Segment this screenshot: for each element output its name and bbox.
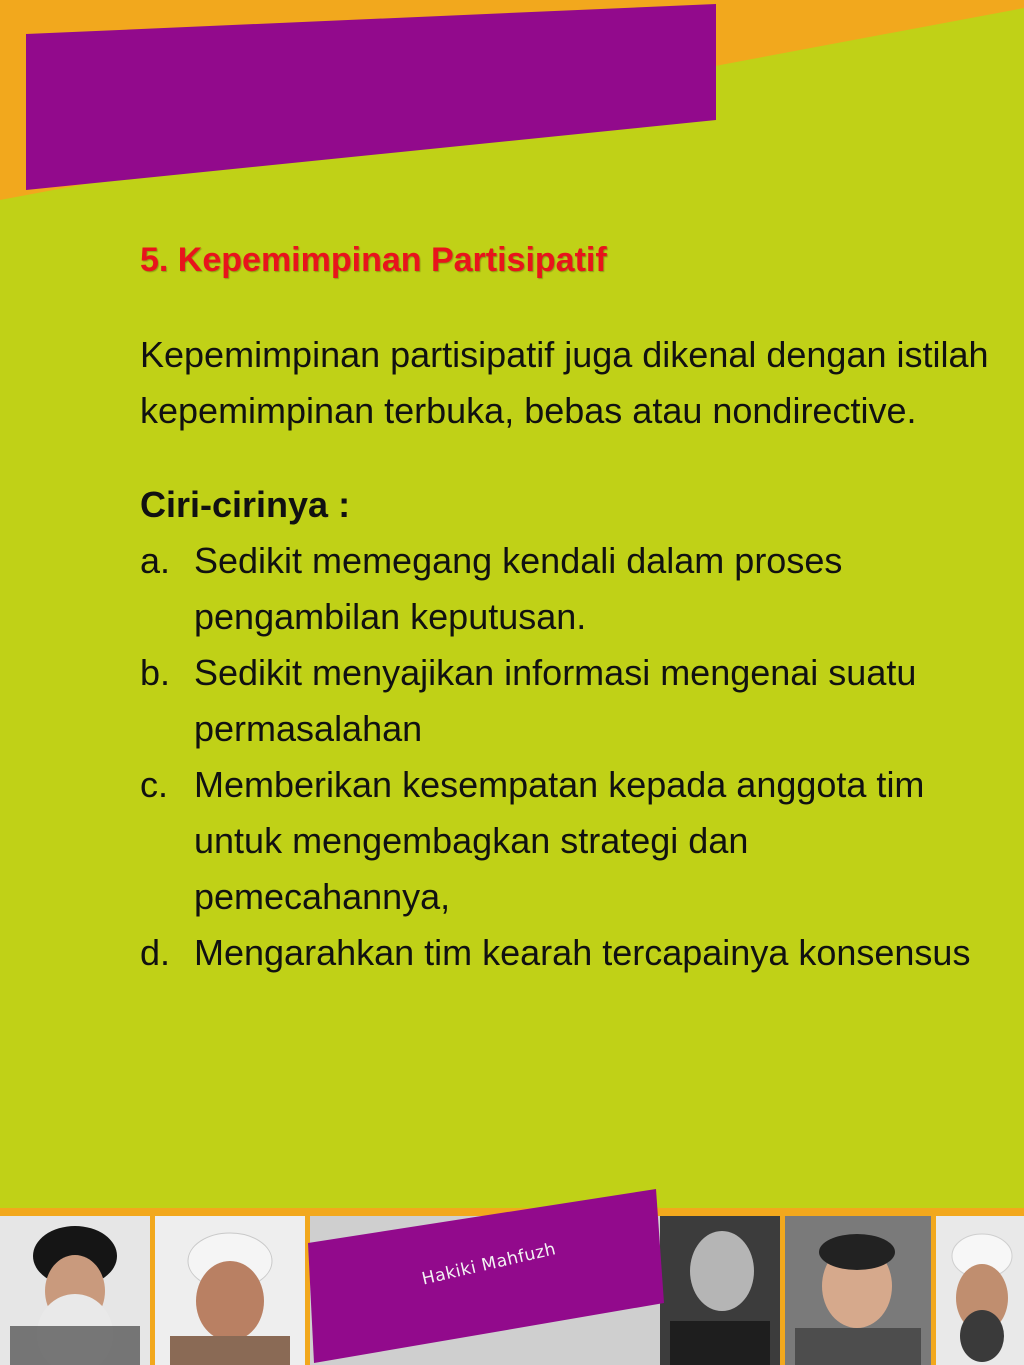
list-marker: d. xyxy=(140,931,171,973)
portrait-photo-6 xyxy=(936,1216,1024,1365)
characteristics-list xyxy=(140,533,1000,981)
portrait-photo-4 xyxy=(660,1216,780,1365)
portrait-photo-1 xyxy=(0,1216,150,1365)
header-decoration xyxy=(0,0,1024,200)
list-item xyxy=(140,533,1000,645)
list-marker: c. xyxy=(140,763,169,805)
list-marker: a. xyxy=(140,539,171,581)
header-purple-band xyxy=(26,4,716,190)
characteristics-heading: Ciri-cirinya : xyxy=(140,483,351,525)
portrait-photo-2 xyxy=(155,1216,305,1365)
list-marker: b. xyxy=(140,651,171,693)
list-item-text: Sedikit memegang kendali dalam proses pengambilan keputusan. xyxy=(194,539,843,637)
author-name: Hakiki Mahfuzh xyxy=(420,1239,559,1290)
slide-title: 5. Kepemimpinan Partisipatif xyxy=(140,241,607,279)
list-item xyxy=(140,645,1000,757)
list-item-text: Mengarahkan tim kearah tercapainya konsensus xyxy=(194,931,971,973)
list-item xyxy=(140,925,1000,981)
portrait-photo-5 xyxy=(785,1216,931,1365)
slide-content xyxy=(140,240,1000,981)
intro-paragraph: Kepemimpinan partisipatif juga dikenal dengan istilah kepemimpinan terbuka, bebas atau nondirective. xyxy=(140,333,989,431)
list-item-text: Memberikan kesempatan kepada anggota tim untuk mengembagkan strategi dan pemecahannya, xyxy=(194,763,925,917)
list-item xyxy=(140,757,1000,925)
list-item-text: Sedikit menyajikan informasi mengenai suatu permasalahan xyxy=(194,651,917,749)
